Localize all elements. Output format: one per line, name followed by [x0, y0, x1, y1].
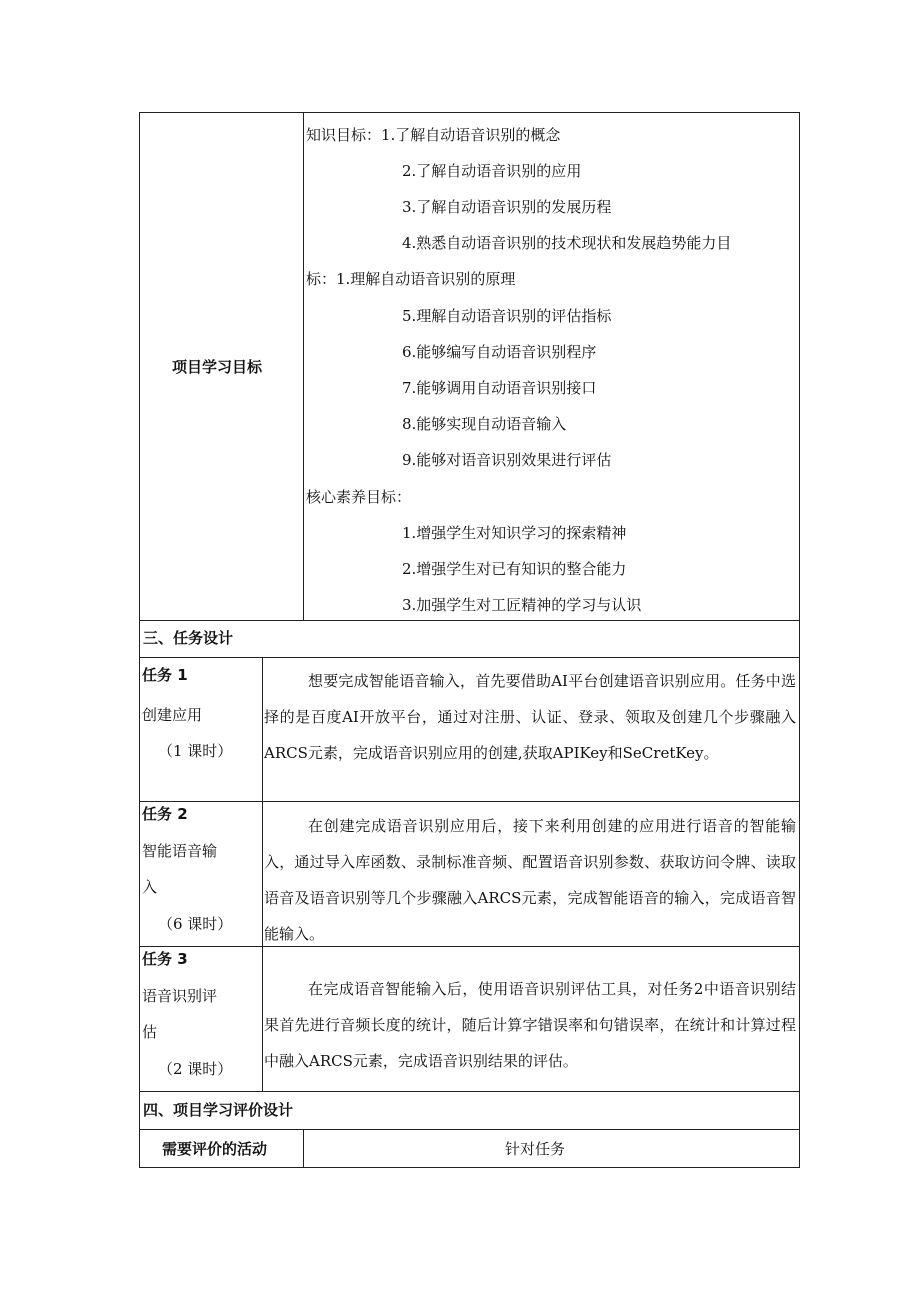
objective-line: 5.理解自动语音识别的评估指标	[402, 307, 612, 325]
objectives-label: 项目学习目标	[172, 358, 263, 376]
objective-line: 标：1.理解自动语音识别的原理	[306, 270, 516, 288]
task-name: 语音识别评	[142, 987, 218, 1005]
objective-line: 4.熟悉自动语音识别的技术现状和发展趋势能力目	[402, 234, 732, 252]
row-divider	[139, 657, 800, 658]
evaluation-target-header: 针对任务	[505, 1140, 566, 1158]
task-description: 想要完成智能语音输入，首先要借助AI平台创建语音识别应用。任务中选择的是百度AI开放平台，通过对注册、认证、登录、领取及创建几个步骤融入ARCS元素，完成语音识别应用的创建,获取APIKey和SeCretKey。	[264, 672, 796, 762]
section-3-title: 三、任务设计	[143, 629, 234, 647]
col-divider	[303, 112, 304, 621]
objective-line: 3.了解自动语音识别的发展历程	[402, 198, 612, 216]
objective-line: 知识目标：1.了解自动语音识别的概念	[306, 126, 561, 144]
objective-line: 核心素养目标：	[306, 488, 412, 506]
evaluation-activity-header: 需要评价的活动	[162, 1140, 268, 1158]
task-hours: （1 课时）	[158, 742, 233, 760]
objective-line: 8.能够实现自动语音输入	[402, 415, 567, 433]
task-description: 在完成语音智能输入后，使用语音识别评估工具，对任务2中语音识别结果首先进行音频长度的统计，随后计算字错误率和句错误率，在统计和计算过程中融入ARCS元素，完成语音识别结果的评估。	[264, 980, 796, 1070]
row-divider	[139, 801, 800, 802]
objective-line: 6.能够编写自动语音识别程序	[402, 343, 597, 361]
task-name: 估	[142, 1023, 158, 1041]
task-heading: 任务 1	[142, 666, 188, 684]
task-hours: （2 课时）	[158, 1060, 233, 1078]
objective-line: 3.加强学生对工匠精神的学习与认识	[402, 596, 642, 614]
col-divider	[303, 1129, 304, 1168]
row-divider	[139, 1091, 800, 1092]
col-divider	[262, 657, 263, 1091]
task-name: 创建应用	[142, 706, 203, 724]
objective-line: 9.能够对语音识别效果进行评估	[402, 451, 612, 469]
row-divider	[139, 1129, 800, 1130]
task-name: 智能语音输	[142, 842, 218, 860]
task-hours: （6 课时）	[158, 915, 233, 933]
objective-line: 1.增强学生对知识学习的探索精神	[402, 524, 627, 542]
objective-line: 2.增强学生对已有知识的整合能力	[402, 560, 627, 578]
task-heading: 任务 2	[142, 805, 188, 823]
objective-line: 7.能够调用自动语音识别接口	[402, 379, 597, 397]
task-description: 在创建完成语音识别应用后，接下来利用创建的应用进行语音的智能输入，通过导入库函数、录制标准音频、配置语音识别参数、获取访问令牌、读取语音及语音识别等几个步骤融入ARCS元素，完成智能语音的输入，完成语音智能输入。	[264, 817, 796, 943]
row-divider	[139, 620, 800, 621]
task-heading: 任务 3	[142, 950, 188, 968]
task-name: 入	[142, 878, 158, 896]
objective-line: 2.了解自动语音识别的应用	[402, 162, 582, 180]
section-4-title: 四、项目学习评价设计	[143, 1101, 294, 1119]
